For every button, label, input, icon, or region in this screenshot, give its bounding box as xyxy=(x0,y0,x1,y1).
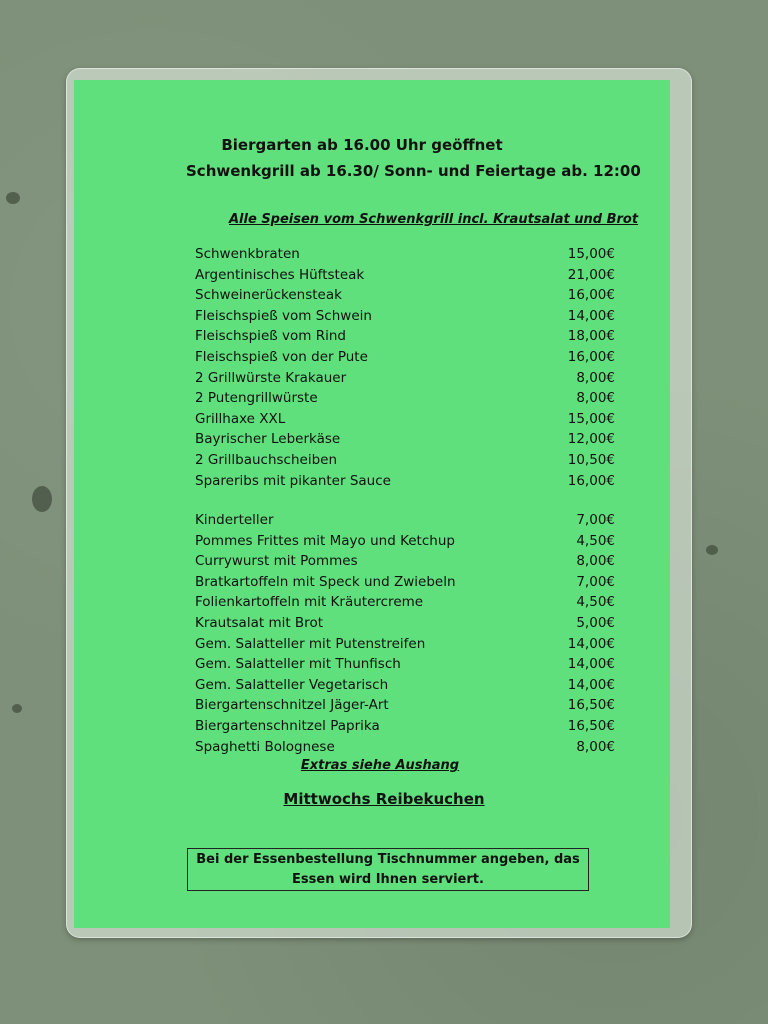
item-name: Fleischspieß vom Rind xyxy=(195,328,346,345)
item-name: Krautsalat mit Brot xyxy=(195,614,323,631)
item-name: Biergartenschnitzel Paprika xyxy=(195,717,380,734)
wall-spot xyxy=(706,545,718,555)
item-name: Biergartenschnitzel Jäger-Art xyxy=(195,697,389,714)
order-info-box xyxy=(187,848,589,891)
item-price: 18,00€ xyxy=(567,328,615,345)
item-name: Grillhaxe XXL xyxy=(195,410,286,427)
list-item xyxy=(195,450,615,471)
item-price: 16,50€ xyxy=(567,697,615,714)
item-price: 7,00€ xyxy=(576,512,615,528)
item-price: 14,00€ xyxy=(567,307,615,324)
item-price: 8,00€ xyxy=(576,369,615,386)
wall-spot xyxy=(12,704,22,713)
list-item xyxy=(195,510,615,531)
item-name: Spareribs mit pikanter Sauce xyxy=(195,472,391,489)
list-item xyxy=(195,388,615,409)
item-price: 15,00€ xyxy=(567,410,615,427)
list-item xyxy=(195,654,615,675)
list-item xyxy=(195,737,615,758)
item-name: 2 Grillbauchscheiben xyxy=(195,451,338,468)
list-item xyxy=(195,285,615,306)
grill-note: Alle Speisen vom Schwenkgrill incl. Krautsalat und Brot xyxy=(229,212,639,227)
wall-spot xyxy=(6,192,20,204)
item-price: 15,00€ xyxy=(567,246,615,262)
item-price: 10,50€ xyxy=(567,451,615,468)
weekly-special: Mittwochs Reibekuchen xyxy=(283,790,485,808)
item-name: Schwenkbraten xyxy=(195,246,300,262)
item-price: 4,50€ xyxy=(576,594,615,611)
item-price: 4,50€ xyxy=(576,532,615,549)
list-item xyxy=(195,409,615,430)
item-name: Schweinerückensteak xyxy=(195,287,342,304)
item-price: 14,00€ xyxy=(567,676,615,693)
item-name: Gem. Salatteller mit Putenstreifen xyxy=(195,635,426,652)
list-item xyxy=(195,429,615,450)
item-name: Bratkartoffeln mit Speck und Zwiebeln xyxy=(195,573,456,590)
list-item xyxy=(195,675,615,696)
item-price: 12,00€ xyxy=(567,431,615,448)
list-item xyxy=(195,368,615,389)
item-price: 7,00€ xyxy=(576,573,615,590)
list-item xyxy=(195,306,615,327)
list-item xyxy=(195,551,615,572)
list-item xyxy=(195,244,615,265)
list-item xyxy=(195,531,615,552)
menu-list-other xyxy=(195,510,615,757)
item-name: Currywurst mit Pommes xyxy=(195,553,358,570)
extras-note: Extras siehe Aushang xyxy=(300,758,460,773)
item-name: Fleischspieß vom Schwein xyxy=(195,307,372,324)
order-info-line: Bei der Essenbestellung Tischnummer angeben, das xyxy=(196,852,580,867)
list-item xyxy=(195,347,615,368)
opening-hours-biergarten: Biergarten ab 16.00 Uhr geöffnet xyxy=(221,136,503,154)
item-price: 21,00€ xyxy=(567,266,615,283)
list-item xyxy=(195,572,615,593)
item-name: Gem. Salatteller Vegetarisch xyxy=(195,676,389,693)
item-price: 8,00€ xyxy=(576,553,615,570)
item-name: Kinderteller xyxy=(195,512,274,528)
order-info-line: Essen wird Ihnen serviert. xyxy=(292,872,484,887)
list-item xyxy=(195,265,615,286)
list-item xyxy=(195,471,615,492)
opening-hours-schwenkgrill: Schwenkgrill ab 16.30/ Sonn- und Feiertage ab. 12:00 xyxy=(186,162,641,180)
item-price: 8,00€ xyxy=(576,390,615,407)
item-name: Argentinisches Hüftsteak xyxy=(195,266,365,283)
wall-spot xyxy=(32,486,52,512)
item-price: 14,00€ xyxy=(567,635,615,652)
list-item xyxy=(195,592,615,613)
list-item xyxy=(195,613,615,634)
menu-list-grill xyxy=(195,244,615,491)
item-name: Spaghetti Bolognese xyxy=(195,738,335,755)
item-name: Fleischspieß von der Pute xyxy=(195,348,368,365)
item-price: 16,00€ xyxy=(567,348,615,365)
item-name: 2 Grillwürste Krakauer xyxy=(195,369,347,386)
list-item xyxy=(195,695,615,716)
item-name: Gem. Salatteller mit Thunfisch xyxy=(195,656,401,673)
item-name: Pommes Frittes mit Mayo und Ketchup xyxy=(195,532,455,549)
item-price: 14,00€ xyxy=(567,656,615,673)
item-price: 16,50€ xyxy=(567,717,615,734)
item-name: Bayrischer Leberkäse xyxy=(195,431,341,448)
list-item xyxy=(195,716,615,737)
item-price: 16,00€ xyxy=(567,472,615,489)
list-item xyxy=(195,326,615,347)
item-price: 16,00€ xyxy=(567,287,615,304)
item-price: 5,00€ xyxy=(576,614,615,631)
item-price: 8,00€ xyxy=(576,738,615,755)
item-name: Folienkartoffeln mit Kräutercreme xyxy=(195,594,424,611)
list-item xyxy=(195,634,615,655)
menu-sheet xyxy=(74,80,670,928)
item-name: 2 Putengrillwürste xyxy=(195,390,318,407)
